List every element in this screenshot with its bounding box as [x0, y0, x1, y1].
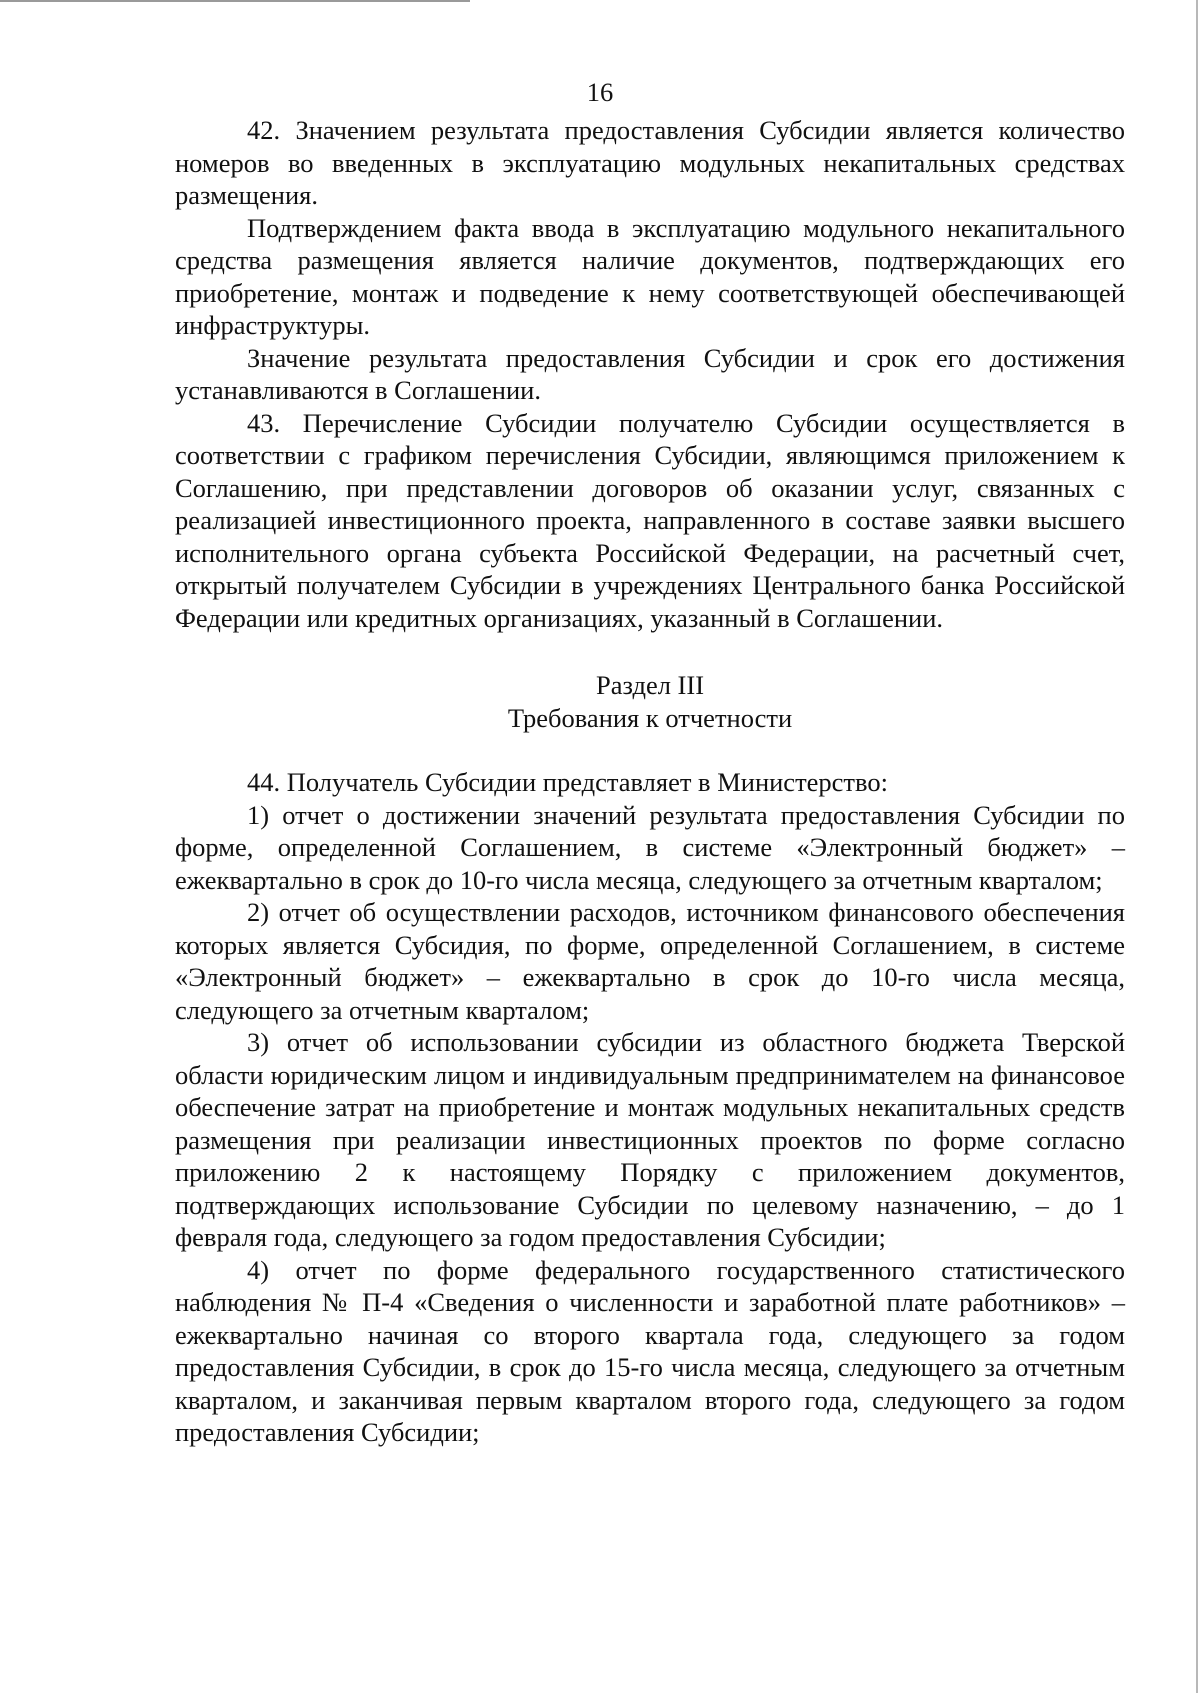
- list-item-report-4: 4) отчет по форме федерального государственного статистического наблюдения № П-4 «Сведения о численности и заработной плате работников» – ежеквартально начиная со второго квартала года, следующего за годом предоставления Субсидии, в срок до 15-го числа месяца, следующего за отчетным кварталом, и заканчивая первым кварталом второго года, следующего за годом предоставления Субсидии;: [175, 1254, 1125, 1447]
- paragraph-43: 43. Перечисление Субсидии получателю Субсидии осуществляется в соответствии с графиком перечисления Субсидии, являющимся приложением к Соглашению, при представлении договоров об оказании услуг, связанных с реализацией инвестиционного проекта, направленного в составе заявки высшего исполнительного органа субъекта Российской Федерации, на расчетный счет, открытый получателем Субсидии в учреждениях Центрального банка Российской Федерации или кредитных организациях, указанный в Соглашении.: [175, 407, 1125, 633]
- page-number: 16: [586, 77, 614, 107]
- section-title: Требования к отчетности: [507, 702, 793, 733]
- list-item-report-1: 1) отчет о достижении значений результата предоставления Субсидии по форме, определенной Соглашением, в системе «Электронный бюджет» – ежеквартально в срок до 10-го числа месяца, следующего за отчетным кварталом;: [175, 799, 1125, 895]
- paragraph-result-value: Значение результата предоставления Субсидии и срок его достижения устанавливаются в Соглашении.: [175, 342, 1125, 405]
- paragraph-44: 44. Получатель Субсидии представляет в Министерство:: [247, 767, 888, 797]
- section-number: Раздел III: [595, 670, 705, 700]
- scan-top-border: [0, 0, 470, 2]
- paragraph-42: 42. Значением результата предоставления Субсидии является количество номеров во введенных в эксплуатацию модульных некапитальных средствах размещения.: [175, 115, 1125, 210]
- list-item-report-3: 3) отчет об использовании субсидии из областного бюджета Тверской области юридическим лицом и индивидуальным предпринимателем на финансовое обеспечение затрат на приобретение и монтаж модульных некапитальных средств размещения при реализации инвестиционных проектов по форме согласно приложению 2 к настоящему Порядку с приложением документов, подтверждающих использование Субсидии по целевому назначению, – до 1 февраля года, следующего за годом предоставления Субсидии;: [175, 1027, 1125, 1252]
- paragraph-confirmation: Подтверждением факта ввода в эксплуатацию модульного некапитального средства размещения является наличие документов, подтверждающих его приобретение, монтаж и подведение к нему соответствующей обеспечивающей инфраструктуры.: [175, 212, 1125, 340]
- document-body: [175, 114, 1125, 1449]
- scan-right-edge: [1196, 0, 1198, 1693]
- list-item-report-2: 2) отчет об осуществлении расходов, источником финансового обеспечения которых является Субсидия, по форме, определенной Соглашением, в системе «Электронный бюджет» – ежеквартально в срок до 10-го числа месяца, следующего за отчетным кварталом;: [175, 897, 1125, 1025]
